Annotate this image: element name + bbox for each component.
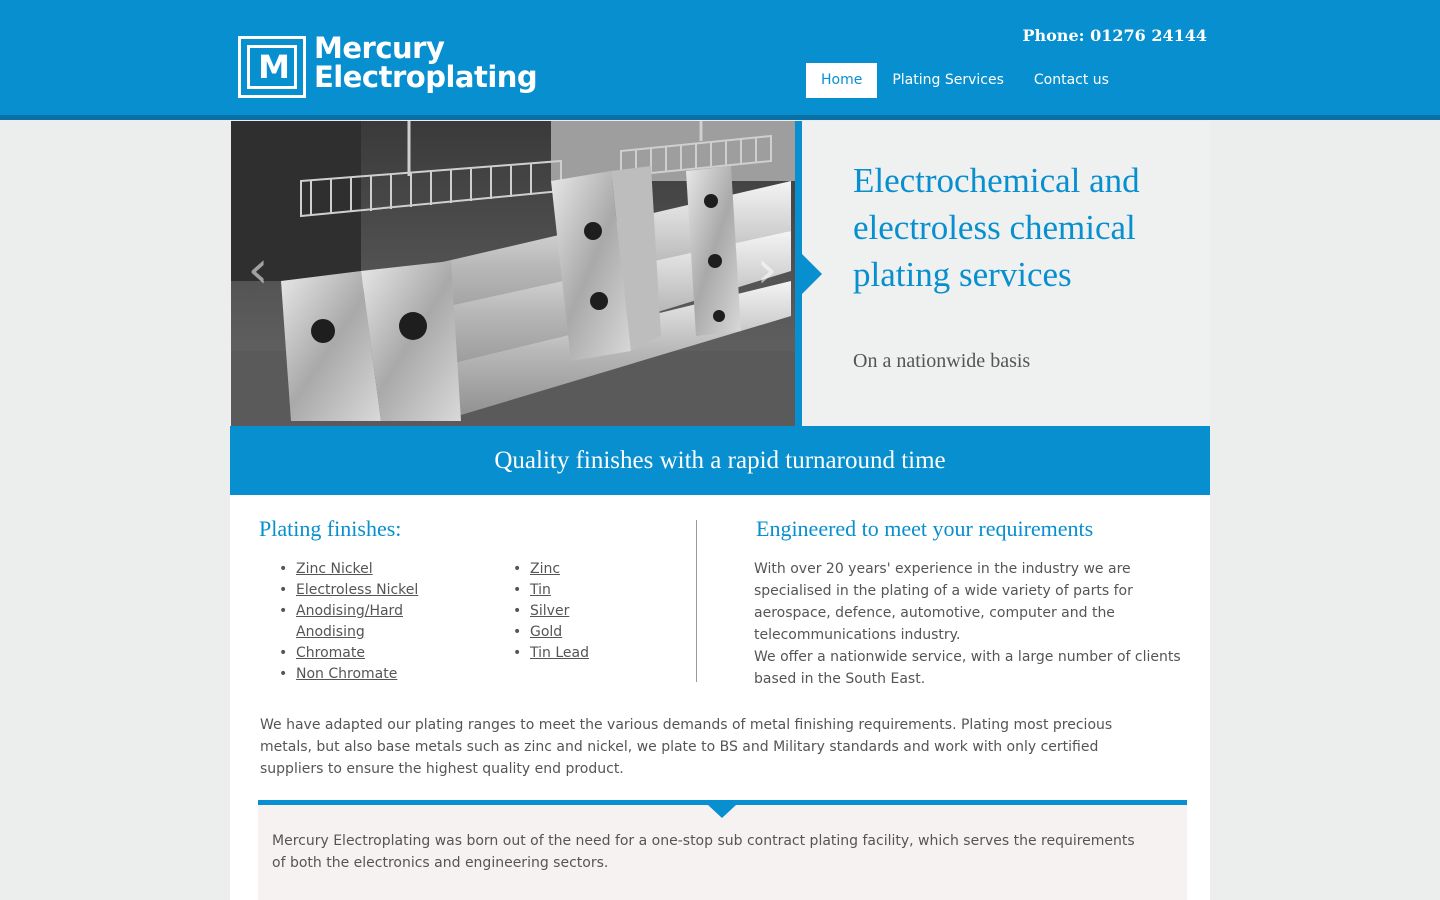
slider-prev-chevron-icon[interactable]: ‹ <box>247 240 269 300</box>
slider-next-chevron-icon[interactable]: › <box>756 240 778 300</box>
list-item <box>530 559 690 580</box>
engineered-text <box>754 558 1184 690</box>
logo-mark-letter: M <box>258 48 290 86</box>
nav-home[interactable]: Home <box>806 63 877 98</box>
plating-finishes-title: Plating finishes: <box>259 516 402 541</box>
hero-subtitle: On a nationwide basis <box>853 350 1031 372</box>
nav-plating-services[interactable]: Plating Services <box>892 72 1004 88</box>
finish-link[interactable]: Electroless Nickel <box>296 582 419 598</box>
list-item <box>296 559 456 580</box>
finish-link[interactable]: Tin Lead <box>530 645 589 661</box>
list-item <box>530 601 690 622</box>
hero-slider-image <box>231 121 795 426</box>
finishes-list-col2 <box>530 559 690 664</box>
list-item <box>530 622 690 643</box>
finish-link[interactable]: Tin <box>530 582 551 598</box>
logo-line2: Electroplating <box>314 60 538 94</box>
finish-link[interactable]: Zinc Nickel <box>296 561 373 577</box>
list-item <box>296 601 456 643</box>
main-content <box>230 495 1210 900</box>
divider-pointer-arrow <box>708 805 736 818</box>
hero-caption-panel <box>802 121 1210 426</box>
nav-contact-us[interactable]: Contact us <box>1033 72 1109 88</box>
plating-ranges-paragraph: We have adapted our plating ranges to meet the various demands of metal finishing requirements. Plating most precious metals, but also base metals such as zinc and nickel, we plate to BS and Military standards and work with only certified suppliers to ensure the highest quality end product. <box>260 717 1113 777</box>
list-item <box>296 664 456 685</box>
about-text: Mercury Electroplating was born out of the need for a one-stop sub contract plating facility, which serves the requirements of both the electronics and engineering sectors. <box>272 833 1135 871</box>
logo-line1: Mercury <box>314 31 445 65</box>
plated-parts-photo <box>231 121 795 426</box>
hero-pointer-arrow <box>802 254 822 294</box>
phone-number: Phone: 01276 24144 <box>1022 26 1207 45</box>
logo-mark <box>238 36 306 98</box>
tagline-banner: Quality finishes with a rapid turnaround time <box>230 426 1210 495</box>
list-item <box>296 643 456 664</box>
hero-divider <box>795 121 802 426</box>
engineered-p2: We offer a nationwide service, with a large number of clients based in the South East. <box>754 649 1181 687</box>
main-nav <box>806 63 1124 98</box>
list-item <box>296 580 456 601</box>
finishes-list-col1 <box>296 559 456 685</box>
column-divider <box>696 520 697 682</box>
finish-link[interactable]: Silver <box>530 603 570 619</box>
finish-link[interactable]: Non Chromate <box>296 666 398 682</box>
finish-link[interactable]: Gold <box>530 624 563 640</box>
about-box <box>258 805 1187 900</box>
finish-link[interactable]: Chromate <box>296 645 365 661</box>
logo-text <box>314 31 538 94</box>
list-item <box>530 643 690 664</box>
finish-link[interactable]: Anodising/Hard Anodising <box>296 603 403 640</box>
hero-title: Electrochemical and electroless chemical plating services <box>853 161 1140 294</box>
logo[interactable] <box>238 31 578 100</box>
finish-link[interactable]: Zinc <box>530 561 561 577</box>
list-item <box>530 580 690 601</box>
engineered-p1: With over 20 years' experience in the industry we are specialised in the plating of a wide variety of parts for aerospace, defence, automotive, computer and the telecommunications industry. <box>754 561 1133 643</box>
engineered-title: Engineered to meet your requirements <box>756 516 1094 541</box>
site-header <box>0 0 1440 120</box>
